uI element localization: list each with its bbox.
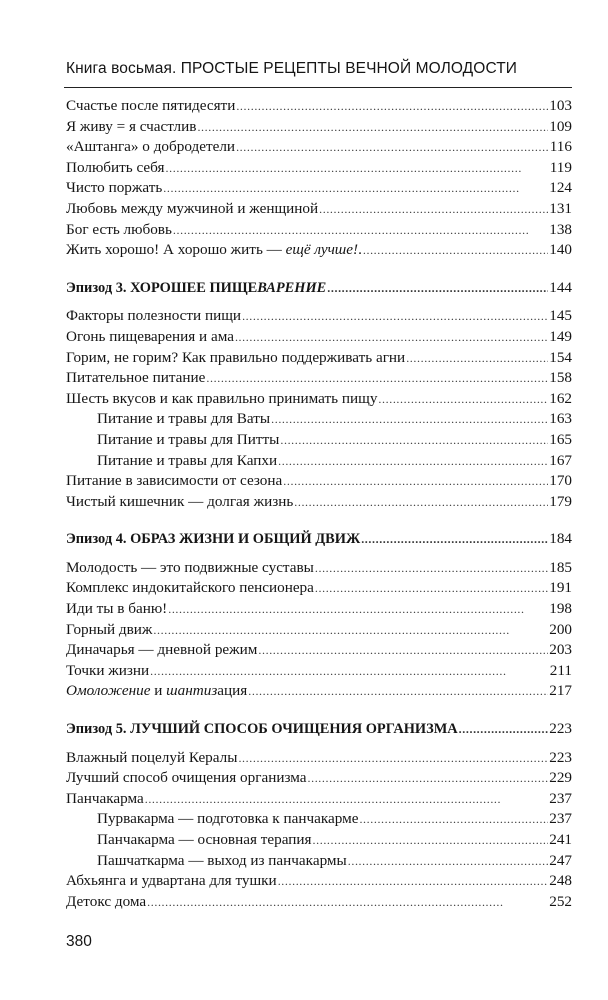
toc-entry [66,158,572,179]
episode-title: Эпизод 4. ОБРАЗ ЖИЗНИ И ОБЩИЙ ДВИЖ [66,531,361,548]
toc-entry-title: «Аштанга» о добродетели [66,138,236,156]
leader-dots [294,492,548,513]
toc-entry-page: 140 [549,241,572,259]
toc-entry [66,640,572,661]
toc-entry-page: 165 [549,430,572,448]
leader-dots [166,158,549,179]
toc-entry [66,578,572,599]
leader-dots [348,851,548,872]
toc-entry-page: 103 [549,97,572,114]
toc-entry-title: Лучший способ очищения организма [66,769,307,787]
title-part: Эпизод 3. ХОРОШЕЕ ПИЩЕ [66,279,258,296]
toc-entry-page: 167 [549,451,572,469]
title-part: ация [217,682,248,700]
toc-entry-page: 247 [549,851,572,869]
episode-heading [66,278,572,299]
running-head: Книга восьмая. ПРОСТЫЕ РЕЦЕПТЫ ВЕЧНОЙ МОЛОДОСТИ [66,60,518,77]
toc-entry-title: Абхьянга и удвартана для тушки [66,872,277,890]
leader-dots [238,748,548,769]
toc-entry-page: 198 [549,600,572,618]
leader-dots [327,278,548,299]
toc-entry [66,492,572,513]
toc-entry [66,96,572,117]
toc-entry-page: 163 [549,410,572,428]
leader-dots [145,789,549,810]
toc-entry-title: Питание и травы для Капхи [97,451,278,469]
toc-subentry [66,409,572,430]
toc-entry-title: Иди ты в баню! [66,600,168,618]
toc-entry-title [66,681,247,702]
episode-page: 184 [549,530,572,548]
leader-dots [163,178,548,199]
toc-entry-title: Я живу = я счастлив [66,117,197,135]
toc-entry-title: Комплекс индокитайского пенсионера [66,579,314,597]
toc-entry-title: Влажный поцелуй Кералы [66,748,238,766]
toc-entry-page: 248 [549,872,572,890]
toc-entry [66,389,572,410]
header-rule [64,87,572,88]
toc-entry-title: Шесть вкусов и как правильно принимать пищу [66,389,378,407]
leader-dots [206,368,548,389]
toc-entry-page: 185 [549,558,572,576]
toc-entry [66,327,572,348]
toc-entry-page: 158 [549,369,572,387]
leader-dots [242,306,548,327]
toc-entry [66,137,572,158]
toc-entry-title: Горим, не горим? Как правильно поддерживать агни [66,348,406,366]
leader-dots [150,661,549,682]
toc-entry-title: Чисто поржать [66,179,163,197]
title-part: и [150,682,167,700]
toc-entry-title: Панчакарма — основная терапия [97,831,312,848]
toc-entry [66,220,572,241]
toc-entry [66,368,572,389]
leader-dots [147,892,548,913]
leader-dots [271,409,548,430]
toc-entry-title: Полюбить себя [66,158,165,176]
toc-entry [66,117,572,138]
toc-entry-page: 237 [549,789,572,807]
toc-entry-title: Огонь пищеварения и ама [66,327,234,345]
toc-entry-page: 131 [549,199,572,217]
toc-entry-page: 211 [549,661,572,679]
leader-dots [168,599,548,620]
leader-dots [236,137,549,158]
toc-entry-page: 200 [549,620,572,638]
toc-entry [66,768,572,789]
leader-dots [359,809,548,830]
toc-entry-page: 138 [549,220,572,238]
episode-title: Эпизод 5. ЛУЧШИЙ СПОСОБ ОЧИЩЕНИЯ ОРГАНИЗМА [66,721,458,738]
leader-dots [173,220,548,241]
toc-entry-page: 119 [549,158,572,176]
toc-entry-page: 124 [549,179,572,197]
toc-entry-page: 217 [549,682,572,700]
toc-entry-title: Детокс дома [66,892,147,910]
toc-entry [66,306,572,327]
leader-dots [361,529,548,550]
leader-dots [258,640,548,661]
leader-dots [363,240,548,261]
toc-subentry [66,809,572,830]
toc-entry-title: Чистый кишечник — долгая жизнь [66,492,294,510]
toc-entry-page: 149 [549,327,572,345]
toc-entry-title: Любовь между мужчиной и женщиной [66,199,319,217]
toc-entry [66,240,572,261]
toc-entry-title: Счастье после пятидесяти [66,97,236,114]
toc-entry [66,348,572,369]
toc-subentry [66,451,572,472]
episode-title [66,278,326,299]
toc-entry-page: 116 [549,138,572,156]
toc-entry [66,620,572,641]
episode-heading [66,719,572,740]
toc-entry-page: 229 [549,769,572,787]
toc-entry [66,681,572,702]
leader-dots [278,451,548,472]
title-part-italic: ВАРЕНИЕ [257,279,327,296]
episode-heading [66,529,572,550]
title-part: Жить хорошо! А хорошо жить — [66,241,286,259]
leader-dots [197,117,548,138]
leader-dots [278,871,549,892]
toc-entry-title: Бог есть любовь [66,220,172,238]
toc-entry-title [66,240,362,261]
title-part: . [358,241,362,259]
toc-entry-page: 237 [549,810,572,828]
toc-entry [66,471,572,492]
toc-entry-page: 162 [549,389,572,407]
toc-entry [66,871,572,892]
toc-entry [66,178,572,199]
toc-entry-title: Питание и травы для Ваты [97,410,271,428]
toc-entry [66,789,572,810]
toc-entry-page: 179 [549,492,572,510]
leader-dots [315,558,548,579]
leader-dots [378,389,548,410]
toc-subentry [66,851,572,872]
leader-dots [280,430,548,451]
toc-entry-page: 170 [549,472,572,490]
toc-subentry [66,430,572,451]
leader-dots [315,578,548,599]
title-part-italic: ещё лучше! [285,241,359,259]
toc-entry-title: Пашчаткарма — выход из панчакармы [97,851,347,869]
leader-dots [236,96,548,117]
toc-entry [66,599,572,620]
leader-dots [313,830,549,851]
page-number: 380 [66,933,92,950]
toc-entry [66,199,572,220]
toc-entry-title: Питание в зависимости от сезона [66,472,283,490]
toc-entry [66,892,572,913]
toc-entry [66,558,572,579]
toc-entry-title: Точки жизни [66,661,150,679]
toc-entry-title: Питание и травы для Питты [97,430,280,448]
table-of-contents [66,96,572,912]
toc-entry-title: Молодость — это подвижные суставы [66,558,314,576]
toc-entry [66,748,572,769]
leader-dots [153,620,548,641]
leader-dots [406,348,548,369]
toc-entry-title: Диначарья — дневной режим [66,641,258,659]
toc-entry-page: 145 [549,307,572,325]
toc-entry-page: 154 [549,348,572,366]
leader-dots [248,681,548,702]
leader-dots [235,327,548,348]
title-part-italic: Омоложение [66,682,151,700]
toc-entry-title: Панчакарма [66,789,144,807]
toc-entry-page: 191 [549,579,572,597]
leader-dots [319,199,548,220]
toc-entry-page: 252 [549,892,572,910]
episode-page: 223 [549,720,572,738]
toc-entry-title: Факторы полезности пищи [66,307,242,325]
toc-subentry [66,830,572,851]
toc-entry-page: 241 [549,831,572,848]
toc-entry-title: Пурвакарма — подготовка к панчакарме [97,810,359,828]
toc-entry-page: 203 [549,641,572,659]
leader-dots [308,768,549,789]
toc-entry-title: Горный движ [66,620,153,638]
episode-page: 144 [549,278,572,296]
toc-entry-title: Питательное питание [66,369,206,387]
leader-dots [459,719,549,740]
toc-entry-page: 223 [549,748,572,766]
toc-entry [66,661,572,682]
leader-dots [283,471,548,492]
title-part-italic: шантиз [166,682,218,700]
toc-entry-page: 109 [549,117,572,135]
